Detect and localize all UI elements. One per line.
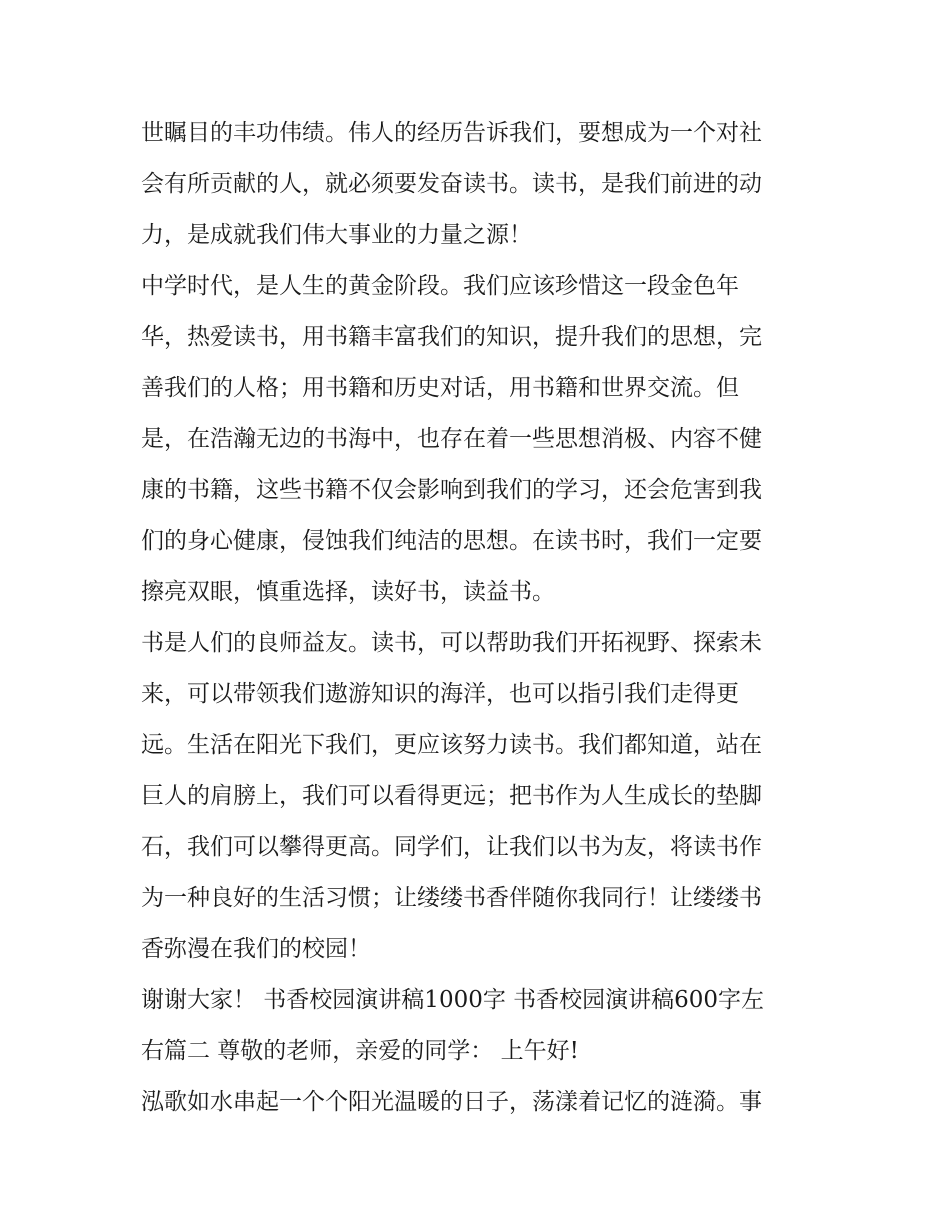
text-line: 们的身心健康，侵蚀我们纯洁的思想。在读书时，我们一定要 [141,528,762,554]
text-line: 香弥漫在我们的校园！ [141,936,371,962]
text-line: 书是人们的良师益友。读书，可以帮助我们开拓视野、探索未 [141,630,762,656]
text-line: 远。生活在阳光下我们，更应该努力读书。我们都知道，站在 [141,732,762,758]
text-line: 巨人的肩膀上，我们可以看得更远；把书作为人生成长的垫脚 [141,783,762,809]
text-line: 世瞩目的丰功伟绩。伟人的经历告诉我们，要想成为一个对社 [141,120,762,146]
text-line: 谢谢大家！ 书香校园演讲稿1000字 书香校园演讲稿600字左 [141,987,765,1013]
text-line: 为一种良好的生活习惯；让缕缕书香伴随你我同行！让缕缕书 [141,885,762,911]
text-line: 擦亮双眼，慎重选择，读好书，读益书。 [141,579,555,605]
text-line: 右篇二 尊敬的老师，亲爱的同学： 上午好! [141,1038,579,1064]
text-line: 泓歌如水串起一个个阳光温暖的日子，荡漾着记忆的涟漪。事 [141,1089,762,1115]
body-text [141,108,821,1128]
text-line: 会有所贡献的人，就必须要发奋读书。读书，是我们前进的动 [141,171,762,197]
text-line: 石，我们可以攀得更高。同学们，让我们以书为友，将读书作 [141,834,762,860]
text-line: 来，可以带领我们遨游知识的海洋，也可以指引我们走得更 [141,681,739,707]
text-line: 善我们的人格；用书籍和历史对话，用书籍和世界交流。但 [141,375,739,401]
text-line: 华，热爱读书，用书籍丰富我们的知识，提升我们的思想，完 [141,324,762,350]
text-line: 是，在浩瀚无边的书海中，也存在着一些思想消极、内容不健 [141,426,762,452]
text-line: 力，是成就我们伟大事业的力量之源！ [141,222,532,248]
text-line: 康的书籍，这些书籍不仅会影响到我们的学习，还会危害到我 [141,477,762,503]
text-line: 中学时代，是人生的黄金阶段。我们应该珍惜这一段金色年 [141,273,739,299]
